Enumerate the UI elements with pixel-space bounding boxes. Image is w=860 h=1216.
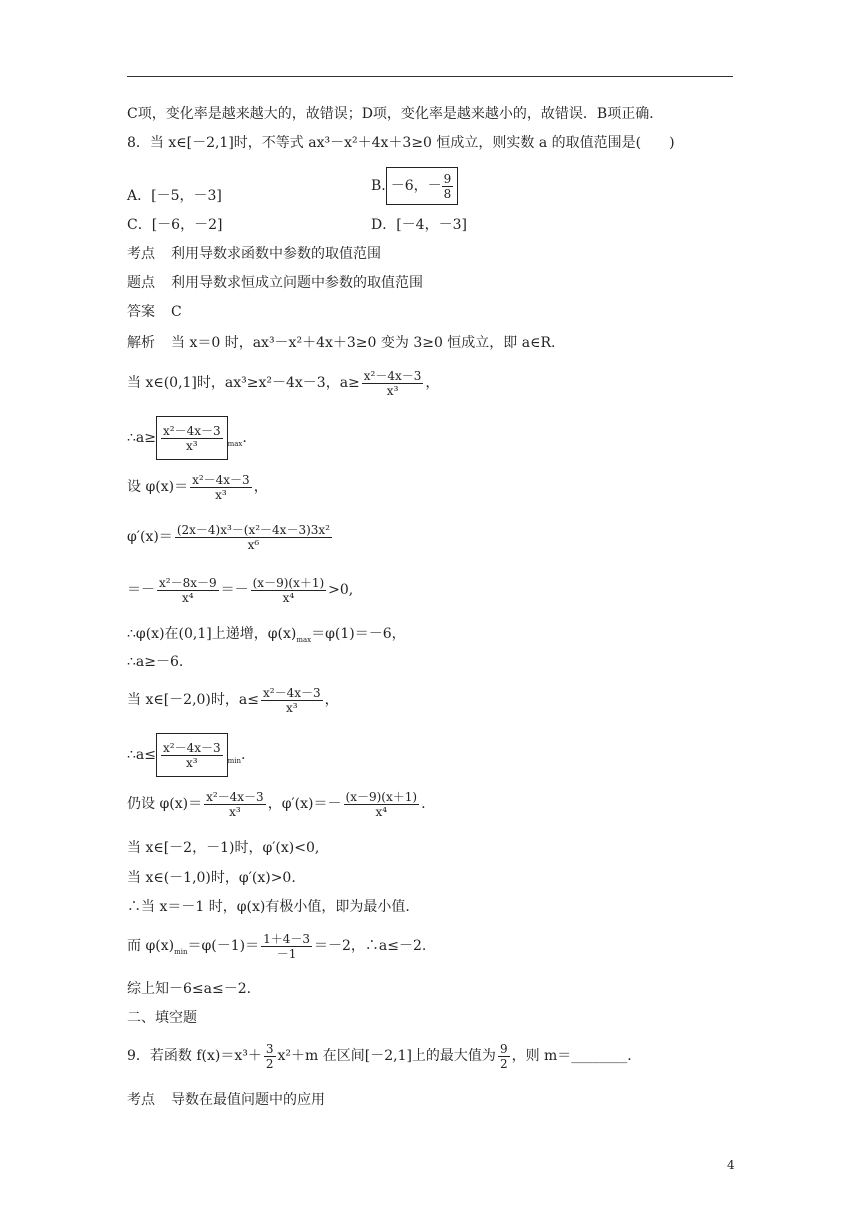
numerator: x²－4x－3 [206, 789, 264, 804]
step-text: ∴a≤ [127, 747, 156, 763]
step-text: ， [425, 375, 440, 391]
numerator: x²－4x－3 [363, 368, 422, 383]
denominator: x⁴ [375, 804, 388, 819]
numerator: 1＋4－3 [263, 931, 311, 946]
answer-label: 答案 [127, 304, 155, 320]
step-text: ， [253, 479, 268, 495]
kaodian-label: 考点 [127, 246, 155, 262]
step-text: 设 φ(x)＝ [127, 479, 189, 495]
numerator: 9 [499, 1041, 508, 1056]
step-text: ＝φ(1)＝－6， [311, 626, 406, 642]
fraction [157, 576, 219, 605]
kaodian-line-2 [127, 1090, 325, 1110]
step-13: ∴当 x＝－1 时，φ(x)有极小值，即为最小值. [127, 899, 410, 915]
step-14 [127, 928, 426, 970]
step-11: 当 x∈[－2，－1)时，φ′(x)<0, [127, 840, 320, 856]
numerator: x²－8x－9 [159, 575, 217, 590]
tidian-text: 利用导数求恒成立问题中参数的取值范围 [171, 275, 423, 291]
denominator: x³ [386, 383, 399, 398]
denominator: 2 [265, 1056, 274, 1071]
option-b-prefix: B. [371, 178, 386, 194]
step-4 [127, 519, 334, 555]
question-8: 8．当 x∈[－2,1]时，不等式 ax³－x²＋4x＋3≥0 恒成立，则实数 a 的取值范围是( ) [127, 135, 675, 151]
step-text: ∴φ(x)在(0,1]上递增，φ(x) [127, 626, 297, 642]
header-rule [127, 76, 733, 77]
fraction [261, 932, 312, 961]
fraction [251, 576, 327, 605]
denominator: x³ [186, 755, 198, 770]
numerator: x²－4x－3 [162, 423, 221, 438]
step-text: ＝φ(－1)＝ [187, 938, 260, 954]
numerator: (2x－4)x³－(x²－4x－3)3x² [176, 522, 330, 537]
fraction [362, 369, 424, 398]
numerator: (x－9)(x＋1) [252, 575, 325, 590]
step-text: x²＋m 在区间[－2,1]上的最大值为 [277, 1048, 496, 1064]
denominator: x³ [215, 487, 227, 502]
step-text: . [241, 747, 246, 763]
step-text: ， [324, 692, 339, 708]
tidian-line [127, 273, 423, 293]
step-text: φ′(x)＝ [127, 529, 173, 545]
numerator: 9 [443, 171, 452, 186]
step-text: . [421, 796, 426, 812]
fraction [261, 686, 323, 715]
denominator: x³ [186, 438, 198, 453]
fraction [204, 790, 266, 819]
option-a: A．[－5，－3] [127, 188, 222, 204]
denominator: x³ [286, 700, 298, 715]
step-7: ∴a≥－6. [127, 654, 184, 670]
page-number: 4 [727, 1158, 735, 1172]
step-text: ＝－ [127, 582, 155, 598]
numerator: 3 [265, 1041, 274, 1056]
fraction [264, 1042, 276, 1071]
fraction [344, 790, 420, 819]
step-text: >0, [328, 582, 354, 598]
denominator: x⁶ [247, 537, 260, 552]
kaodian-text: 利用导数求函数中参数的取值范围 [171, 246, 381, 262]
step-text: 9．若函数 f(x)＝x³＋ [127, 1048, 262, 1064]
step-text: . [242, 430, 247, 446]
fraction [190, 473, 252, 502]
fraction [161, 741, 223, 770]
answer-text: C [171, 304, 182, 320]
jiexi-line [127, 333, 555, 353]
kaodian-label: 考点 [127, 1092, 155, 1108]
answer-line [127, 302, 182, 322]
jiexi-text: 当 x＝0 时，ax³－x²＋4x＋3≥0 变为 3≥0 恒成立，即 a∈R. [171, 335, 556, 351]
subscript: max [296, 636, 312, 644]
tidian-label: 题点 [127, 275, 155, 291]
fraction [175, 523, 332, 552]
option-c: C．[－6，－2] [127, 217, 223, 233]
jiexi-label: 解析 [127, 335, 155, 351]
fraction [498, 1042, 510, 1071]
denominator: x⁴ [182, 590, 194, 605]
section-title: 二、填空题 [127, 1010, 197, 1026]
step-10 [127, 786, 426, 822]
step-6 [127, 624, 406, 650]
numerator: x²－4x－3 [192, 472, 250, 487]
step-text: ，则 m＝________. [511, 1048, 632, 1064]
denominator: x⁴ [282, 590, 295, 605]
kaodian-line [127, 244, 381, 264]
step-text: ＝－ [220, 582, 249, 598]
step-5 [127, 572, 353, 608]
option-b-inner: －6，－ [390, 178, 442, 194]
denominator: －1 [276, 946, 297, 961]
step-text: 而 φ(x) [127, 938, 175, 954]
step-text: ＝－2，∴a≤－2. [314, 938, 427, 954]
option-b [371, 167, 458, 205]
denominator: 2 [499, 1056, 508, 1071]
subscript: min [227, 757, 241, 765]
numerator: x²－4x－3 [262, 685, 321, 700]
step-9 [127, 733, 245, 781]
option-b-bracket [386, 167, 459, 205]
bracket [156, 733, 228, 777]
step-text: ∴a≥ [127, 430, 156, 446]
denominator: 8 [443, 186, 452, 201]
fraction [161, 424, 223, 453]
denominator: x³ [229, 804, 241, 819]
step-12: 当 x∈(－1,0)时，φ′(x)>0. [127, 870, 296, 886]
fraction [442, 172, 454, 201]
step-8 [127, 682, 339, 718]
subscript: min [174, 948, 188, 956]
step-3 [127, 469, 268, 505]
step-text: ，φ′(x)＝－ [267, 796, 342, 812]
bracket [156, 416, 228, 460]
numerator: x²－4x－3 [162, 740, 221, 755]
step-15: 综上知－6≤a≤－2. [127, 981, 252, 997]
subscript: max [227, 440, 243, 448]
step-text: 当 x∈(0,1]时，ax³≥x²－4x－3，a≥ [127, 375, 360, 391]
numerator: (x－9)(x＋1) [345, 789, 418, 804]
step-text: 仍设 φ(x)＝ [127, 796, 203, 812]
option-d: D．[－4，－3] [371, 217, 467, 233]
kaodian-text: 导数在最值问题中的应用 [171, 1092, 325, 1108]
step-1 [127, 365, 439, 401]
question-9 [127, 1038, 632, 1074]
step-2 [127, 416, 247, 464]
step-text: 当 x∈[－2,0)时，a≤ [127, 692, 259, 708]
text-line: C项，变化率是越来越大的，故错误；D项，变化率是越来越小的，故错误．B项正确． [127, 106, 664, 122]
